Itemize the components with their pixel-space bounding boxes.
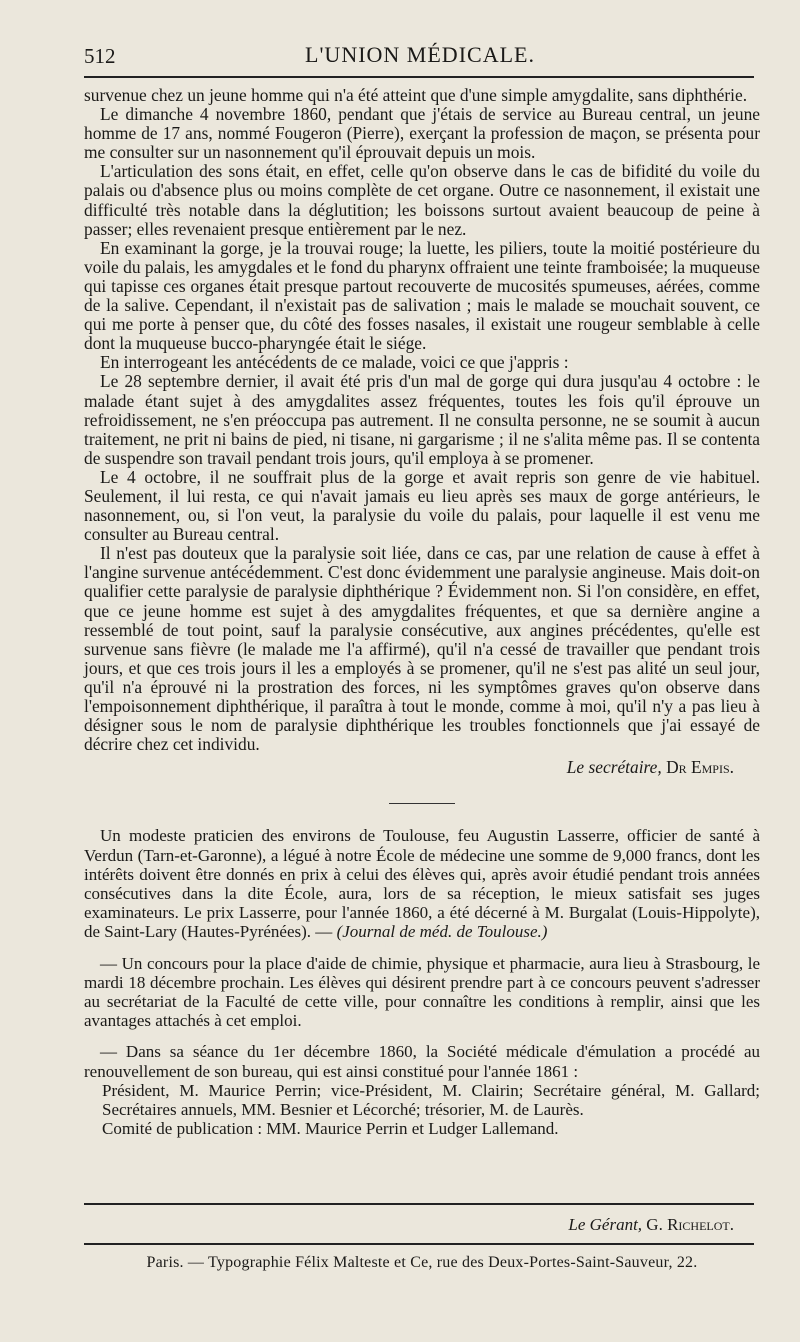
signature-role: Le secrétaire, xyxy=(566,757,662,778)
article-paragraph: Il n'est pas douteux que la paralysie soit liée, dans ce cas, par une relation de cause à effet à l'angine survenue antécédemment. C'est donc évidemment une paralysie angineuse. Mais doit-on qualifier cette paralysie de paralysie diphthérique ? Évidemment non. Si l'on considère, en effet, que ce jeune homme est sujet à des amygdalites fréquentes, et que sa dernière angine a ressemblé de tout point, sauf la paralysie consécutive, aux angines précédentes, qu'elle est survenue sans fièvre (le malade me l'a affirmé), qu'il n'a cessé de travailler que pendant trois jours, et que ces trois jours il les a employés à se promener, qu'il ne s'est pas alité un seul jour, qu'il n'a éprouvé ni la prostration des forces, ni les symptômes graves qu'on observe dans l'empoisonnement diphthérique, il paraîtra à tout le monde, comme à moi, qu'il n'y a pas lieu à désigner sous le nom de paralysie diphthérique les troubles fonctionnels que j'ai essayé de décrire chez cet individu. xyxy=(84,543,760,755)
signature-name: Dr Empis. xyxy=(666,757,734,778)
footer-rule-bottom xyxy=(84,1243,754,1245)
header-rule xyxy=(84,76,754,78)
news-item-concours: — Un concours pour la place d'aide de chimie, physique et pharmacie, aura lieu à Strasbourg, le mardi 18 décembre prochain. Les élèves qui désirent prendre part à ce concours peuvent s'adresser au secrétariat de la Faculté de cette ville, pour connaître les conditions à remplir, ainsi que les avantages attachés à cet emploi. xyxy=(84,953,760,1031)
section-divider xyxy=(389,803,455,804)
gerant-name: G. Richelot. xyxy=(646,1215,734,1234)
article-paragraph: Le 28 septembre dernier, il avait été pris d'un mal de gorge qui dura jusqu'au 4 octobre : le malade étant sujet à des amygdalites assez fréquentes, toutes les fois qu'il éprouve un refroidissement, ne s'en préoccupa pas autrement. Il ne consulta personne, ne se soumit à aucun traitement, ne prit ni bains de pied, ni tisane, ni gargarisme ; il ne s'alita même pas. Il se contenta de suspendre son travail pendant trois jours, qu'il employa à se promener. xyxy=(84,371,760,468)
page-number: 512 xyxy=(84,44,116,68)
page-body xyxy=(84,86,760,1138)
news-item-lasserre: Un modeste praticien des environs de Toulouse, feu Augustin Lasserre, officier de santé à Verdun (Tarn-et-Garonne), a légué à notre École de médecine une somme de 9,000 francs, dont les intérêts doivent être donnés en prix à celui des élèves qui, après avoir étudié pendant trois années consécutives dans la dite École, aura, lors de sa réception, le mieux satisfait ses juges examinateurs. Le prix Lasserre, pour l'année 1860, a été décerné à M. Burgalat (Louis-Hippolyte), de Saint-Lary (Hautes-Pyrénées). — (Journal de méd. de Toulouse.) xyxy=(84,826,760,942)
gerant-label: Le Gérant, xyxy=(568,1215,643,1234)
article-signature xyxy=(84,758,760,777)
printer-imprint: Paris. — Typographie Félix Malteste et Ce, rue des Deux-Portes-Saint-Sauveur, 22. xyxy=(146,1254,698,1271)
article-paragraph: Le 4 octobre, il ne souffrait plus de la gorge et avait repris son genre de vie habituel. Seulement, il lui resta, ce qui n'avait jamais eu lieu après ses maux de gorge antérieurs, le nasonnement, ou, si l'on veut, la paralysie du voile du palais, pour laquelle il est venu me consulter au Bureau central. xyxy=(84,466,760,545)
bureau-list xyxy=(84,1081,760,1139)
article-paragraph: En interrogeant les antécédents de ce malade, voici ce que j'appris : xyxy=(100,352,569,373)
news-source: (Journal de méd. de Toulouse.) xyxy=(336,922,548,942)
article-paragraph: Le dimanche 4 novembre 1860, pendant que j'étais de service au Bureau central, un jeune homme de 17 ans, nommé Fougeron (Pierre), exerçant la profession de maçon, se présenta pour me consulter sur un nasonnement qu'il éprouvait depuis un mois. xyxy=(84,104,760,163)
running-title: L'UNION MÉDICALE. xyxy=(305,42,535,67)
bureau-list-item: Président, M. Maurice Perrin; vice-Président, M. Clairin; Secrétaire général, M. Gallard; Secrétaires annuels, MM. Besnier et Lécorché; trésorier, M. de Laurès. xyxy=(102,1080,760,1120)
news-item-societe: — Dans sa séance du 1er décembre 1860, la Société médicale d'émulation a procédé au renouvellement de son bureau, qui est ainsi constitué pour l'année 1861 : xyxy=(84,1042,760,1081)
page-header xyxy=(80,40,760,74)
bureau-list-item: Comité de publication : MM. Maurice Perrin et Ludger Lallemand. xyxy=(102,1119,559,1139)
footer-rule-top xyxy=(84,1203,754,1205)
article-paragraph: survenue chez un jeune homme qui n'a été atteint que d'une simple amygdalite, sans diphthérie. xyxy=(84,85,748,105)
article-paragraph: En examinant la gorge, je la trouvai rouge; la luette, les piliers, toute la moitié postérieure du voile du palais, les amygdales et le fond du pharynx offraient une teinte framboisée; la muqueuse qui tapisse ces organes était presque partout recouverte de mucosités spumeuses, aérées, comme de la salive. Cependant, il n'existait pas de salivation ; mais le malade se mouchait souvent, ce qui me porte à penser que, du côté des fosses nasales, il existait une rougeur semblable à celle dont la muqueuse bucco-pharyngée était le siége. xyxy=(84,237,760,354)
article-paragraph: L'articulation des sons était, en effet, celle qu'on observe dans le cas de bifidité du voile du palais ou d'absence plus ou moins complète de cet organe. Outre ce nasonnement, il existait une difficulté très notable dans la déglutition; les boissons surtout avaient beaucoup de peine à passer; elles revenaient presque entièrement par le nez. xyxy=(84,161,760,239)
news-section xyxy=(84,826,760,1138)
gerant-signature xyxy=(84,1215,734,1235)
